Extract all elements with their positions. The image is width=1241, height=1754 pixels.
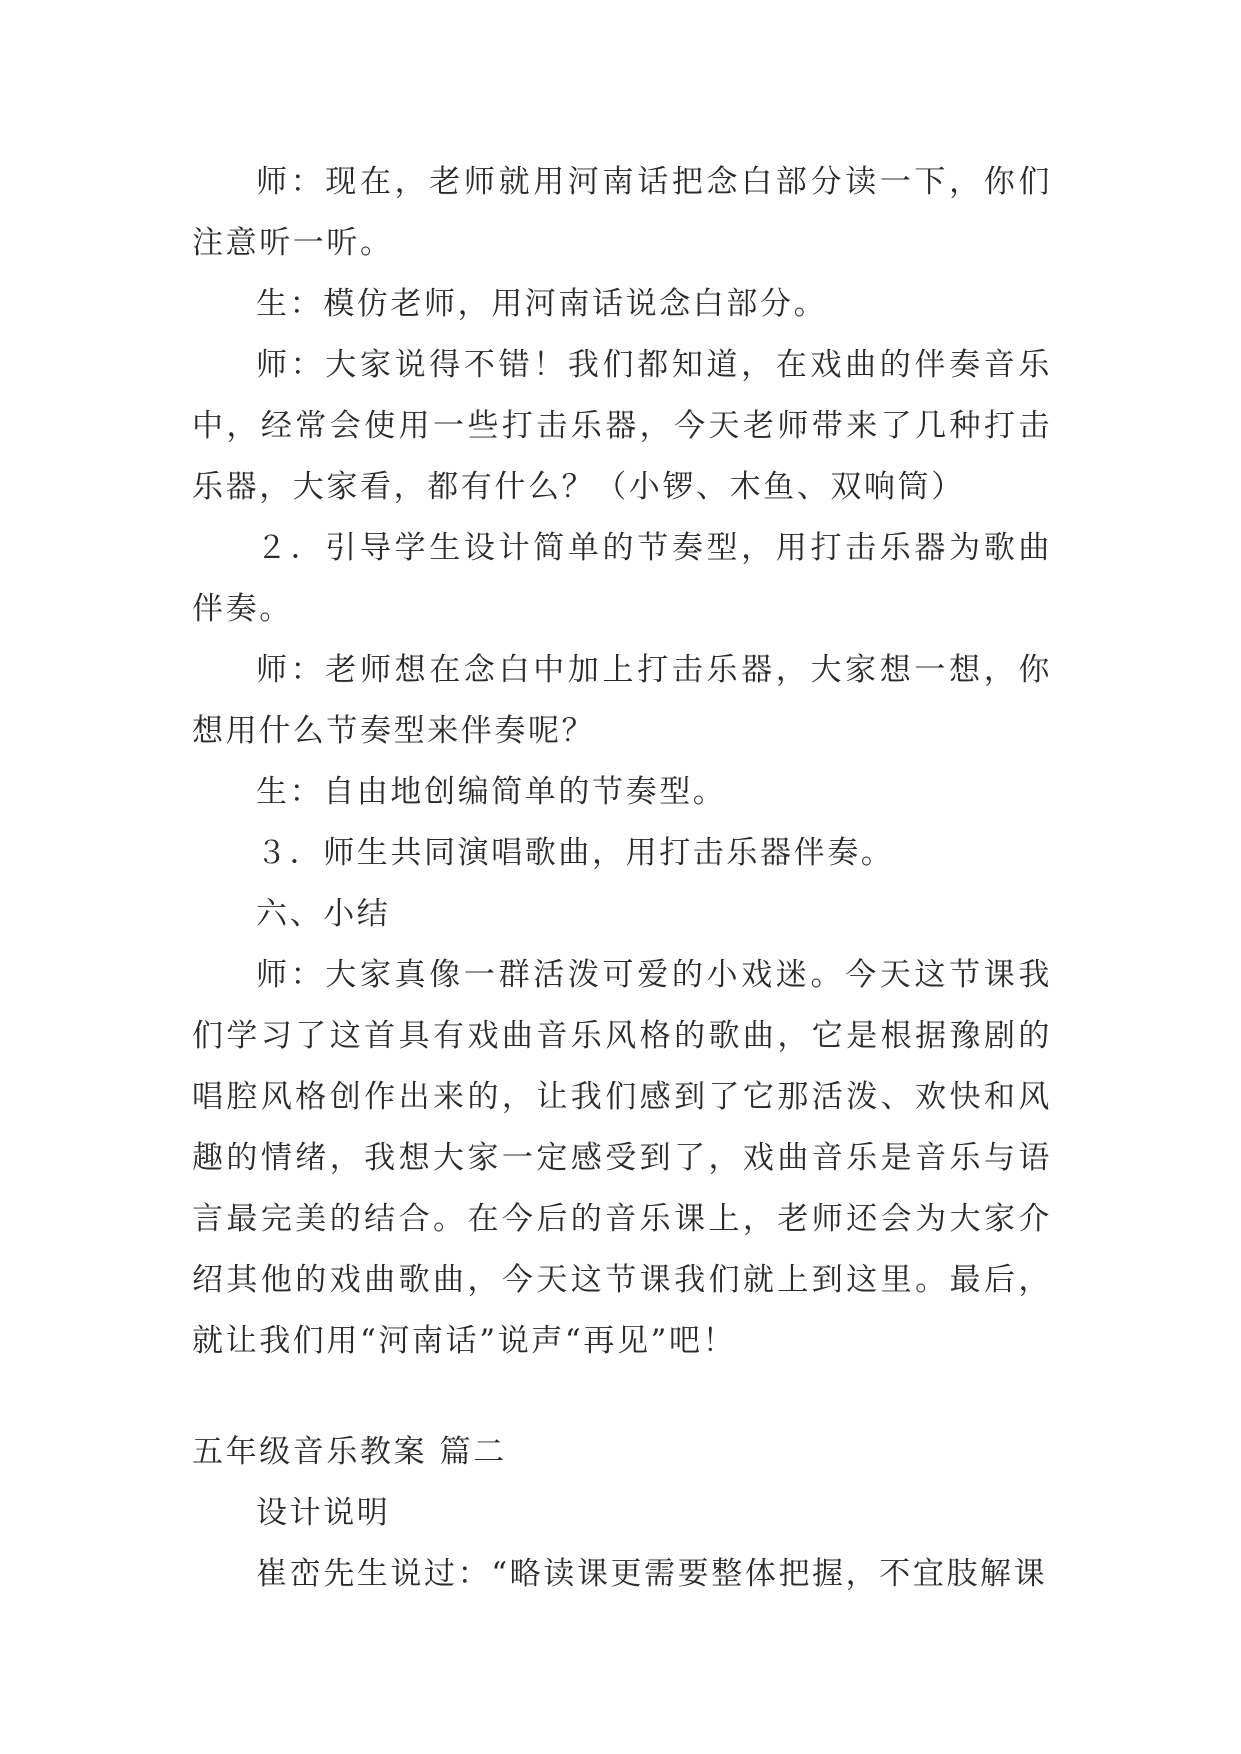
paragraph: 生：模仿老师，用河南话说念白部分。 [256,286,828,322]
document-body [192,152,1052,1605]
section-spacer [192,1372,1052,1422]
section-heading: 五年级音乐教案 篇二 [192,1434,507,1470]
paragraph: ３．师生共同演唱歌曲，用打击乐器伴奏。 [256,835,895,871]
paragraph: 师：大家真像一群活泼可爱的小戏迷。今天这节课我们学习了这首具有戏曲音乐风格的歌曲，它是根据豫剧的唱腔风格创作出来的，让我们感到了它那活泼、欢快和风趣的情绪，我想大家一定感受到了，戏曲音乐是音乐与语言最完美的结合。在今后的音乐课上，老师还会为大家介绍其他的戏曲歌曲，今天这节课我们就上到这里。最后，就让我们用“河南话”说声“再见”吧！ [192,957,1052,1359]
paragraph: 崔峦先生说过：“略读课更需要整体把握，不宜肢解课 [256,1556,1048,1592]
paragraph: 设计说明 [256,1495,391,1531]
paragraph: 生：自由地创编简单的节奏型。 [256,774,727,810]
paragraph: 师：大家说得不错！我们都知道，在戏曲的伴奏音乐中，经常会使用一些打击乐器，今天老师带来了几种打击乐器，大家看，都有什么？（小锣、木鱼、双响筒） [192,347,1052,505]
paragraph: 师：老师想在念白中加上打击乐器，大家想一想，你想用什么节奏型来伴奏呢？ [192,652,1052,749]
paragraph: ２．引导学生设计简单的节奏型，用打击乐器为歌曲伴奏。 [192,530,1052,627]
paragraph: 六、小结 [256,896,391,932]
paragraph: 师：现在，老师就用河南话把念白部分读一下，你们注意听一听。 [192,164,1052,261]
